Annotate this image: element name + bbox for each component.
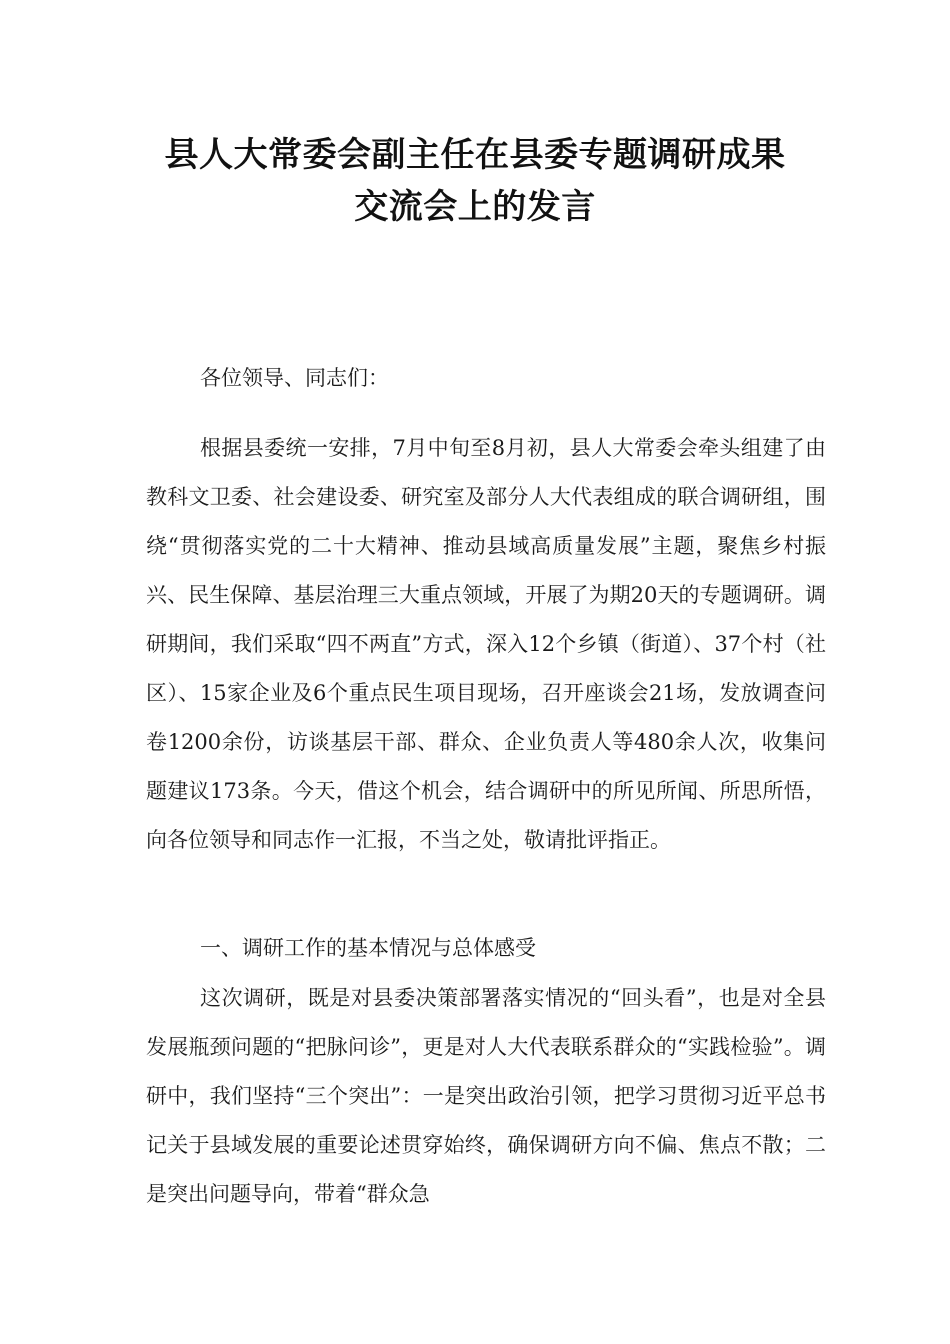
document-title-line-1: 县人大常委会副主任在县委专题调研成果	[164, 135, 786, 175]
paragraph-1: 根据县委统一安排，7月中旬至8月初，县人大常委会牵头组建了由教科文卫委、社会建设委、研究室及部分人大代表组成的联合调研组，围绕“贯彻落实党的二十大精神、推动县域高质量发展”主题，聚焦乡村振兴、民生保障、基层治理三大重点领域，开展了为期20天的专题调研。调研期间，我们采取“四不两直”方式，深入12个乡镇（街道）、37个村（社区）、15家企业及6个重点民生项目现场，召开座谈会21场，发放调查问卷1200余份，访谈基层干部、群众、企业负责人等480余人次，收集问题建议173条。今天，借这个机会，结合调研中的所见所闻、所思所悟，向各位领导和同志作一汇报，不当之处，敬请批评指正。	[146, 436, 826, 852]
paragraph-2: 这次调研，既是对县委决策部署落实情况的“回头看”，也是对全县发展瓶颈问题的“把脉问诊”，更是对人大代表联系群众的“实践检验”。调研中，我们坚持“三个突出”：一是突出政治引领，把学习贯彻习近平总书记关于县域发展的重要论述贯穿始终，确保调研方向不偏、焦点不散；二是突出问题导向，带着“群众急	[146, 986, 826, 1206]
section-heading-1: 一、调研工作的基本情况与总体感受	[200, 936, 536, 960]
document-title-line-2: 交流会上的发言	[354, 187, 596, 227]
greeting: 各位领导、同志们：	[200, 366, 389, 390]
